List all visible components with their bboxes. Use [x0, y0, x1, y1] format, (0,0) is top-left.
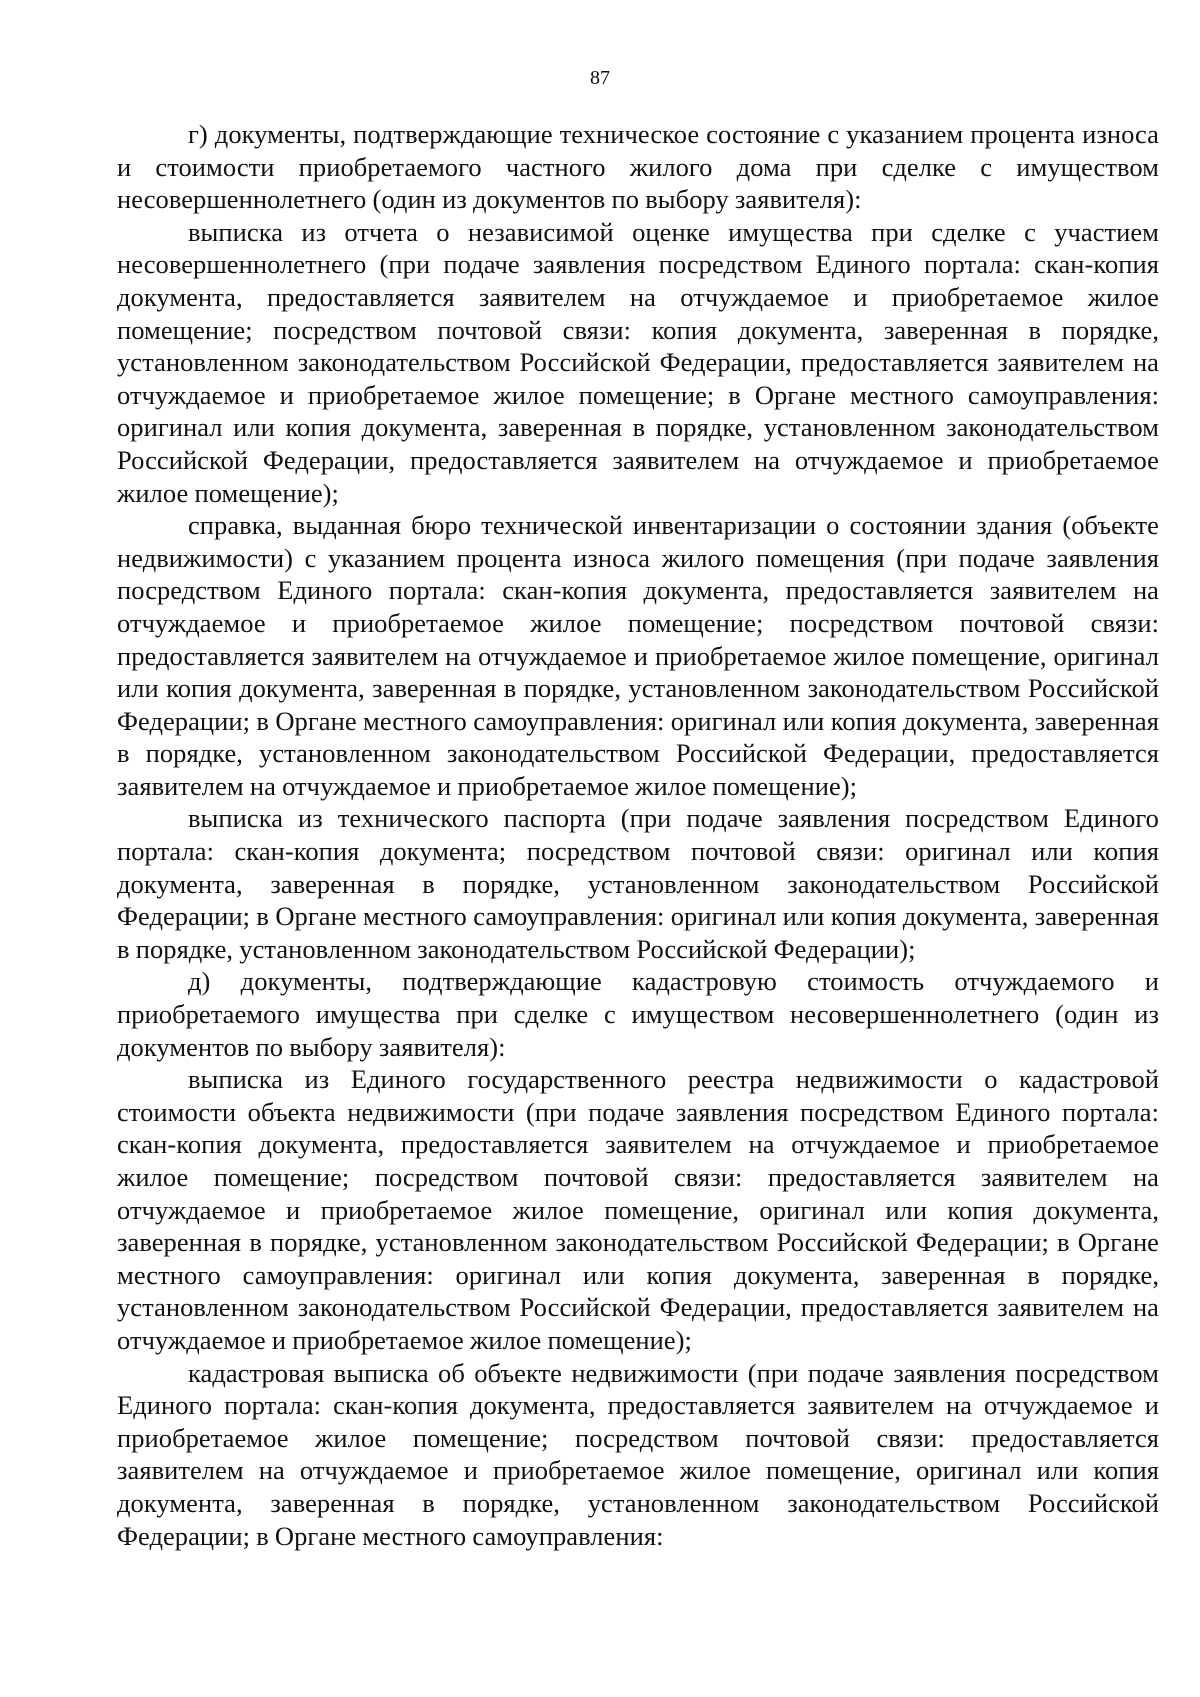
paragraph-independent-valuation-extract: выписка из отчета о независимой оценке имущества при сделке с участием несовершеннолетнего (при подаче заявления посредством Единого портала: скан-копия документа, предоставляется заявителем на отчуждаемое и приобретаемое жилое помещение; посредством почтовой связи: копия документа, заверенная в порядке, установленном законодательством Российской Федерации, предоставляется заявителем на отчуждаемое и приобретаемое жилое помещение; в Органе местного самоуправления: оригинал или копия документа, заверенная в порядке, установленном законодательством Российской Федерации, предоставляется заявителем на отчуждаемое и приобретаемое жилое помещение); [117, 216, 1159, 508]
page-number: 87 [590, 67, 610, 89]
paragraph-cadastral-extract: кадастровая выписка об объекте недвижимости (при подаче заявления посредством Единого портала: скан-копия документа, предоставляется заявителем на отчуждаемое и приобретаемое жилое помещение; посредством почтовой связи: предоставляется заявителем на отчуждаемое и приобретаемое жилое помещение, оригинал или копия документа, заверенная в порядке, установленном законодательством Российской Федерации; в Органе местного самоуправления: [117, 1357, 1159, 1551]
paragraph-egrn-extract: выписка из Единого государственного реестра недвижимости о кадастровой стоимости объекта недвижимости (при подаче заявления посредством Единого портала: скан-копия документа, предоставляется заявителем на отчуждаемое и приобретаемое жилое помещение; посредством почтовой связи: предоставляется заявителем на отчуждаемое и приобретаемое жилое помещение, оригинал или копия документа, заверенная в порядке, установленном законодательством Российской Федерации; в Органе местного самоуправления: оригинал или копия документа, заверенная в порядке, установленном законодательством Российской Федерации, предоставляется заявителем на отчуждаемое и приобретаемое жилое помещение); [117, 1064, 1159, 1355]
paragraph-item-d-cadastral-value: д) документы, подтверждающие кадастровую стоимость отчуждаемого и приобретаемого имущества при сделке с имуществом несовершеннолетнего (один из документов по выбору заявителя): [117, 966, 1159, 1062]
paragraph-bti-certificate: справка, выданная бюро технической инвентаризации о состоянии здания (объекте недвижимости) с указанием процента износа жилого помещения (при подаче заявления посредством Единого портала: скан-копия документа, предоставляется заявителем на отчуждаемое и приобретаемое жилое помещение; посредством почтовой связи: предоставляется заявителем на отчуждаемое и приобретаемое жилое помещение, оригинал или копия документа, заверенная в порядке, установленном законодательством Российской Федерации; в Органе местного самоуправления: оригинал или копия документа, заверенная в порядке, установленном законодательством Российской Федерации, предоставляется заявителем на отчуждаемое и приобретаемое жилое помещение); [117, 510, 1159, 801]
paragraph-item-g-technical-condition: г) документы, подтверждающие техническое состояние с указанием процента износа и стоимости приобретаемого частного жилого дома при сделке с имуществом несовершеннолетнего (один из документов по выбору заявителя): [117, 119, 1159, 215]
paragraph-technical-passport-extract: выписка из технического паспорта (при подаче заявления посредством Единого портала: скан-копия документа; посредством почтовой связи: оригинал или копия документа, заверенная в порядке, установленном законодательством Российской Федерации; в Органе местного самоуправления: оригинал или копия документа, заверенная в порядке, установленном законодательством Российской Федерации); [117, 803, 1159, 964]
document-body [117, 118, 1159, 1552]
